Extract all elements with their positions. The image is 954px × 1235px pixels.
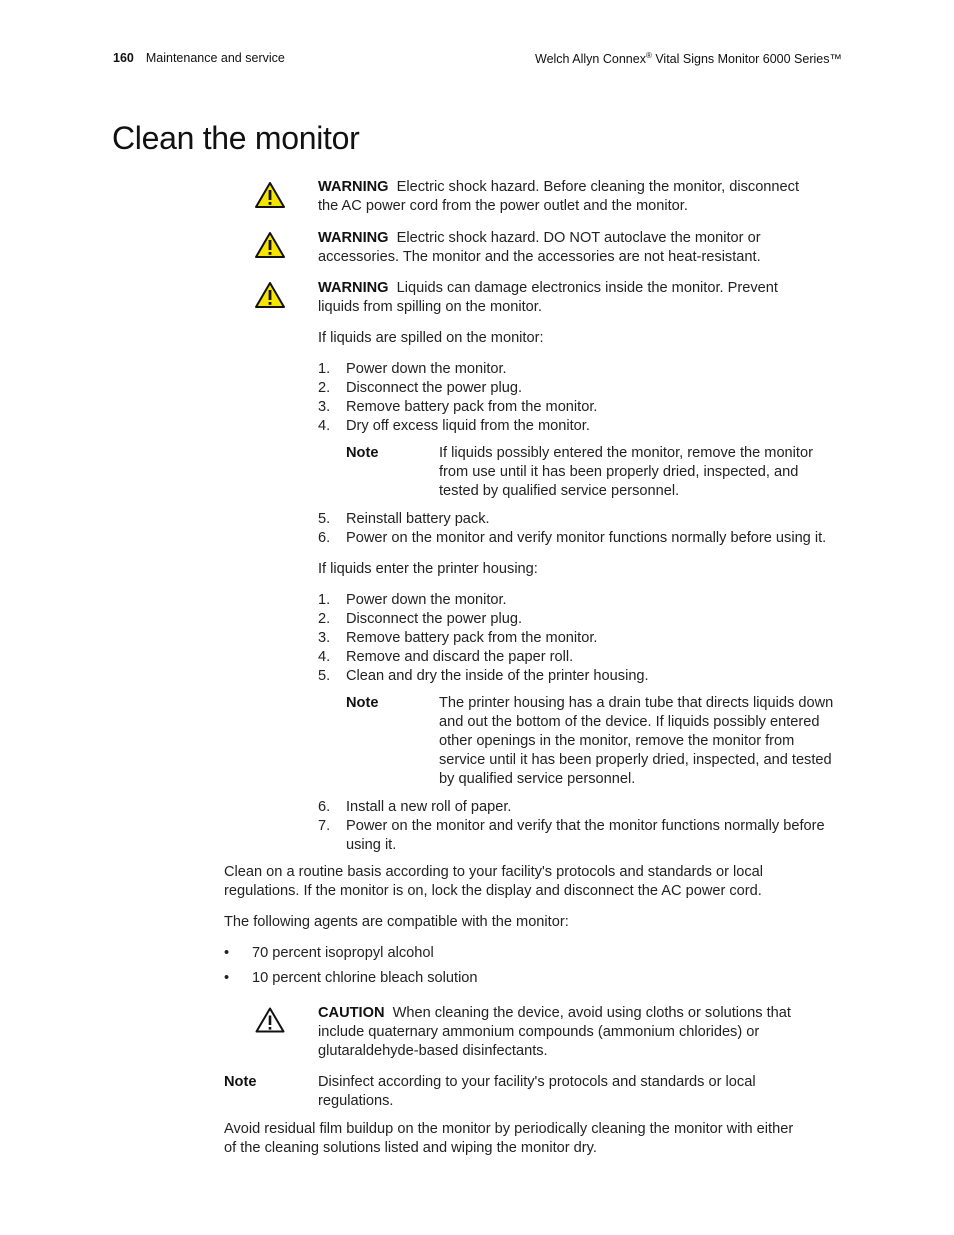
list-item: 1. Power down the monitor. [318,361,507,377]
closing-paragraph: Avoid residual film buildup on the monitor by periodically cleaning the monitor with either of the cleaning solutions listed and wiping the monitor dry. [224,1121,794,1156]
warning-label: WARNING [318,230,389,246]
list-item: 4. Dry off excess liquid from the monitor. [318,418,590,434]
list-item: 5. Reinstall battery pack. [318,511,490,527]
spill-steps-list-continued [318,510,826,548]
note-label: Note [346,445,379,461]
routine-paragraph: Clean on a routine basis according to your facility's protocols and standards or local regulations. If the monitor is on, lock the display and disconnect the AC power cord. [224,864,763,899]
product-series: Vital Signs Monitor 6000 Series™ [651,52,842,67]
warning-text: Electric shock hazard. DO NOT autoclave the monitor or [396,230,761,246]
warning-icon [254,231,286,259]
agent-bullet: • 70 percent isopropyl alcohol [224,945,434,961]
note-text: The printer housing has a drain tube that directs liquids down and out the bottom of the device. If liquids possibly entered other openings in the monitor, remove the monitor from service until it has been properly dried, inspected, and tested by qualified service personnel. [439,695,834,787]
warning-2 [318,229,878,267]
warning-3 [318,279,878,317]
list-item: 2. Disconnect the power plug. [318,611,523,627]
spill-intro: If liquids are spilled on the monitor: [318,330,544,346]
printer-intro: If liquids enter the printer housing: [318,561,538,577]
caution-block: CAUTION When cleaning the device, avoid using cloths or solutions that include quaternary ammonium compounds (ammonium chlorides) or glutaraldehyde-based disinfectants. [318,1005,791,1059]
page-title: Clean the monitor [112,120,360,156]
page-header-right [535,51,842,66]
agent-bullet: • 10 percent chlorine bleach solution [224,970,478,986]
list-item: 5. Clean and dry the inside of the printer housing. [318,668,649,684]
agents-intro: The following agents are compatible with the monitor: [224,914,569,930]
warning-1 [318,178,878,216]
section-name: Maintenance and service [145,51,285,65]
warning-text: Electric shock hazard. Before cleaning the monitor, disconnect [396,179,800,195]
page-number: 160 [113,51,134,65]
list-item: 1. Power down the monitor. [318,592,507,608]
registered-mark: ® [645,51,652,60]
note-text: Disinfect according to your facility's protocols and standards or local regulations. [318,1074,756,1109]
list-item: 7. Power on the monitor and verify that the monitor functions normally before using it. [318,818,825,853]
page-header-left [113,51,285,65]
list-item: 3. Remove battery pack from the monitor. [318,399,598,415]
printer-steps-list-continued [318,798,825,855]
warning-icon [254,181,286,209]
list-item: 4. Remove and discard the paper roll. [318,649,574,665]
list-item: 6. Power on the monitor and verify monitor functions normally before using it. [318,530,827,546]
warning-icon [254,281,286,309]
product-name: Welch Allyn Connex [535,52,646,67]
spill-steps-list [318,360,597,436]
warning-label: WARNING [318,179,389,195]
caution-icon [254,1006,286,1034]
note-label: Note [224,1074,257,1090]
warning-text: the AC power cord from the power outlet and the monitor. [318,198,688,214]
note-text: If liquids possibly entered the monitor, remove the monitor from use until it has been properly dried, inspected, and tested by qualified service personnel. [439,445,813,499]
list-item: 3. Remove battery pack from the monitor. [318,630,598,646]
note-label: Note [346,695,379,711]
list-item: 6. Install a new roll of paper. [318,799,512,815]
warning-text: Liquids can damage electronics inside the monitor. Prevent [396,280,778,296]
warning-text: liquids from spilling on the monitor. [318,299,542,315]
list-item: 2. Disconnect the power plug. [318,380,523,396]
warning-text: accessories. The monitor and the accessories are not heat-resistant. [318,249,761,265]
warning-label: WARNING [318,280,389,296]
printer-steps-list [318,591,649,686]
caution-label: CAUTION [318,1005,385,1021]
